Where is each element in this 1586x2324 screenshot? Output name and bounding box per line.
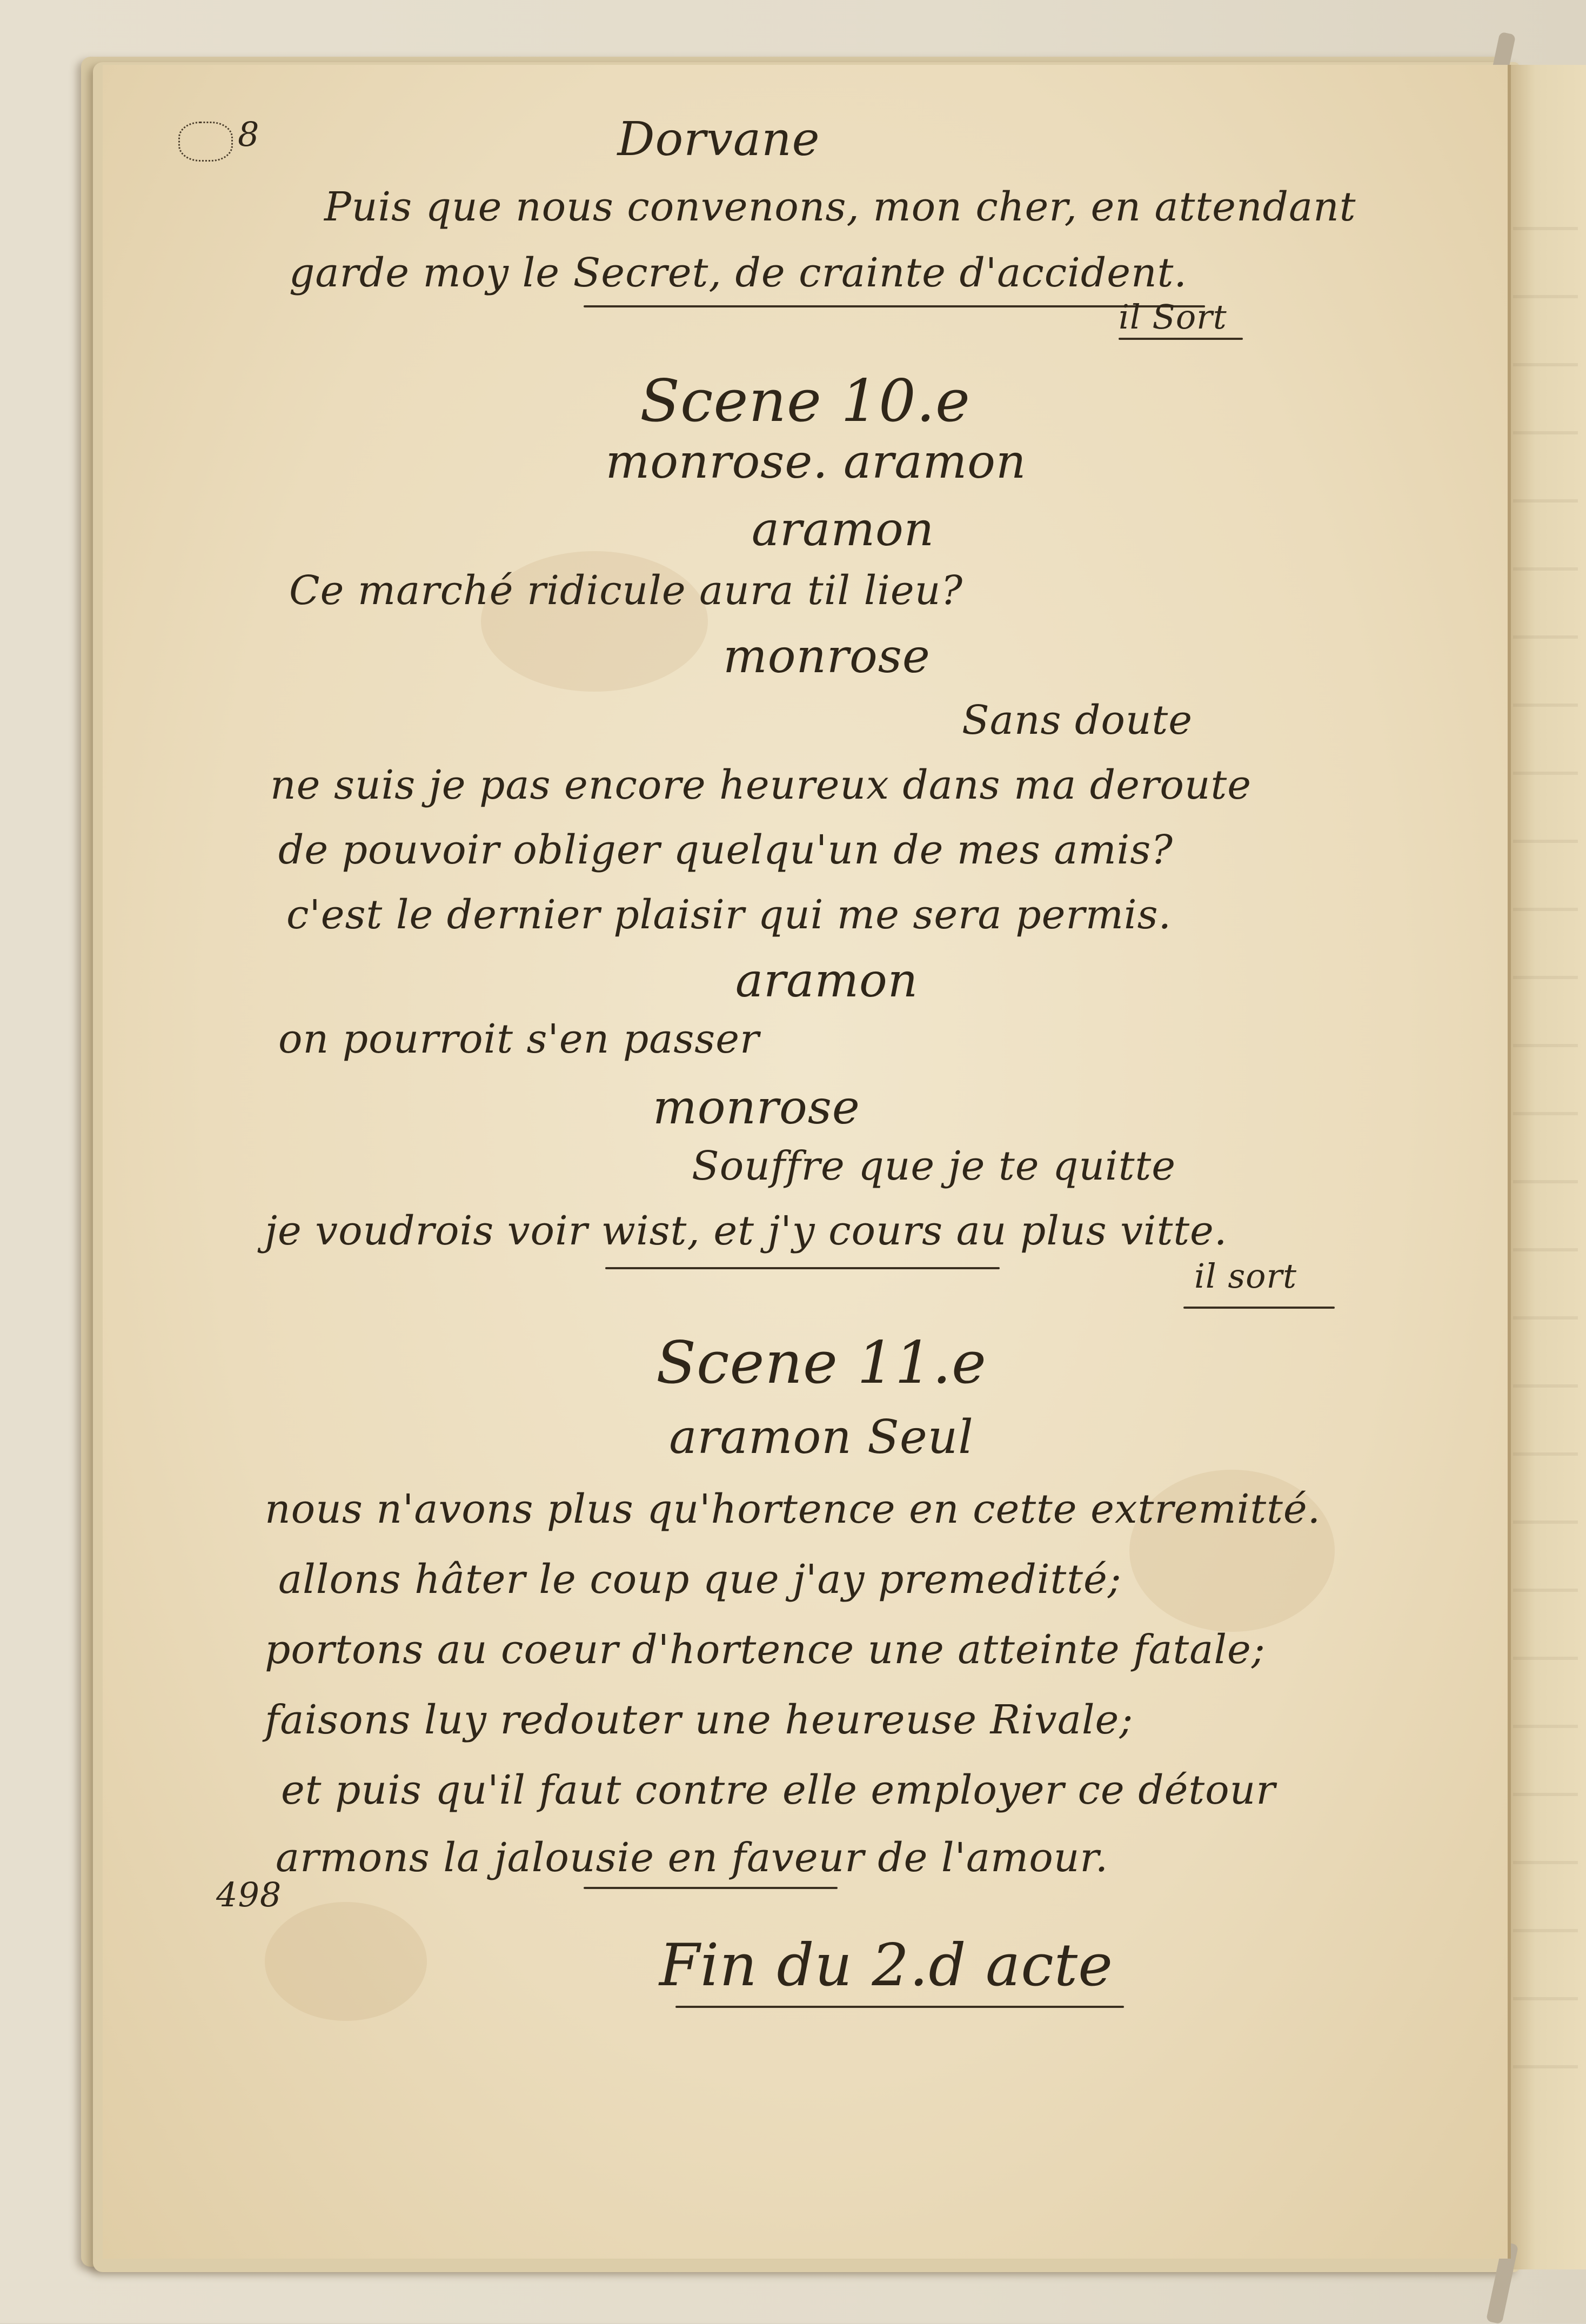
- verse-line: et puis qu'il faut contre elle employer ce détour: [281, 1767, 1276, 1813]
- verse-line: on pourroit s'en passer: [278, 1016, 760, 1062]
- verse-line: armons la jalousie en faveur de l'amour.: [276, 1834, 1109, 1881]
- folio-number: 8: [238, 115, 260, 154]
- scene-10-characters: monrose. aramon: [605, 435, 1027, 489]
- speaker-dorvane: Dorvane: [617, 112, 820, 166]
- underline: [675, 2006, 1124, 2008]
- underline: [584, 1887, 838, 1889]
- scene-10-title: Scene 10.e: [640, 367, 971, 435]
- scene-11-characters: aramon Seul: [669, 1410, 974, 1464]
- verse-line: allons hâter le coup que j'ay premeditté;: [278, 1556, 1122, 1603]
- verse-line: Ce marché ridicule aura til lieu?: [289, 567, 963, 614]
- verse-line: Sans doute: [962, 697, 1193, 744]
- verse-line: c'est le dernier plaisir qui me sera permis.: [286, 892, 1172, 938]
- verse-line: Souffre que je te quitte: [692, 1143, 1176, 1189]
- paper-stain: [265, 1902, 427, 2021]
- verse-line: faisons luy redouter une heureuse Rivale;: [265, 1697, 1134, 1743]
- verse-line: portons au coeur d'hortence une atteinte fatale;: [265, 1626, 1266, 1673]
- speaker-monrose: monrose: [723, 629, 931, 684]
- verse-line: garde moy le Secret, de crainte d'accident.: [289, 250, 1187, 296]
- verse-line: je voudrois voir wist, et j'y cours au plus vitte.: [265, 1208, 1228, 1254]
- underline: [1119, 338, 1243, 340]
- library-stamp: [178, 122, 233, 162]
- verse-line: nous n'avons plus qu'hortence en cette extremitté.: [265, 1486, 1321, 1532]
- verse-line: Puis que nous convenons, mon cher, en attendant: [324, 184, 1356, 230]
- stage-direction: il Sort: [1119, 297, 1227, 337]
- underline: [605, 1267, 1000, 1269]
- verse-line: ne suis je pas encore heureux dans ma deroute: [270, 762, 1252, 808]
- speaker-monrose: monrose: [653, 1081, 860, 1135]
- act-end-title: Fin du 2.d acte: [659, 1932, 1114, 1999]
- underline: [584, 305, 1205, 307]
- scene-11-title: Scene 11.e: [656, 1329, 987, 1397]
- speaker-aramon: aramon: [751, 503, 935, 557]
- page-number: 498: [216, 1875, 282, 1914]
- facing-page-bleed: [1513, 162, 1578, 2107]
- underline: [1183, 1307, 1335, 1309]
- verse-line: de pouvoir obliger quelqu'un de mes amis?: [278, 827, 1173, 873]
- stage-direction: il sort: [1194, 1256, 1297, 1296]
- speaker-aramon: aramon: [735, 954, 919, 1008]
